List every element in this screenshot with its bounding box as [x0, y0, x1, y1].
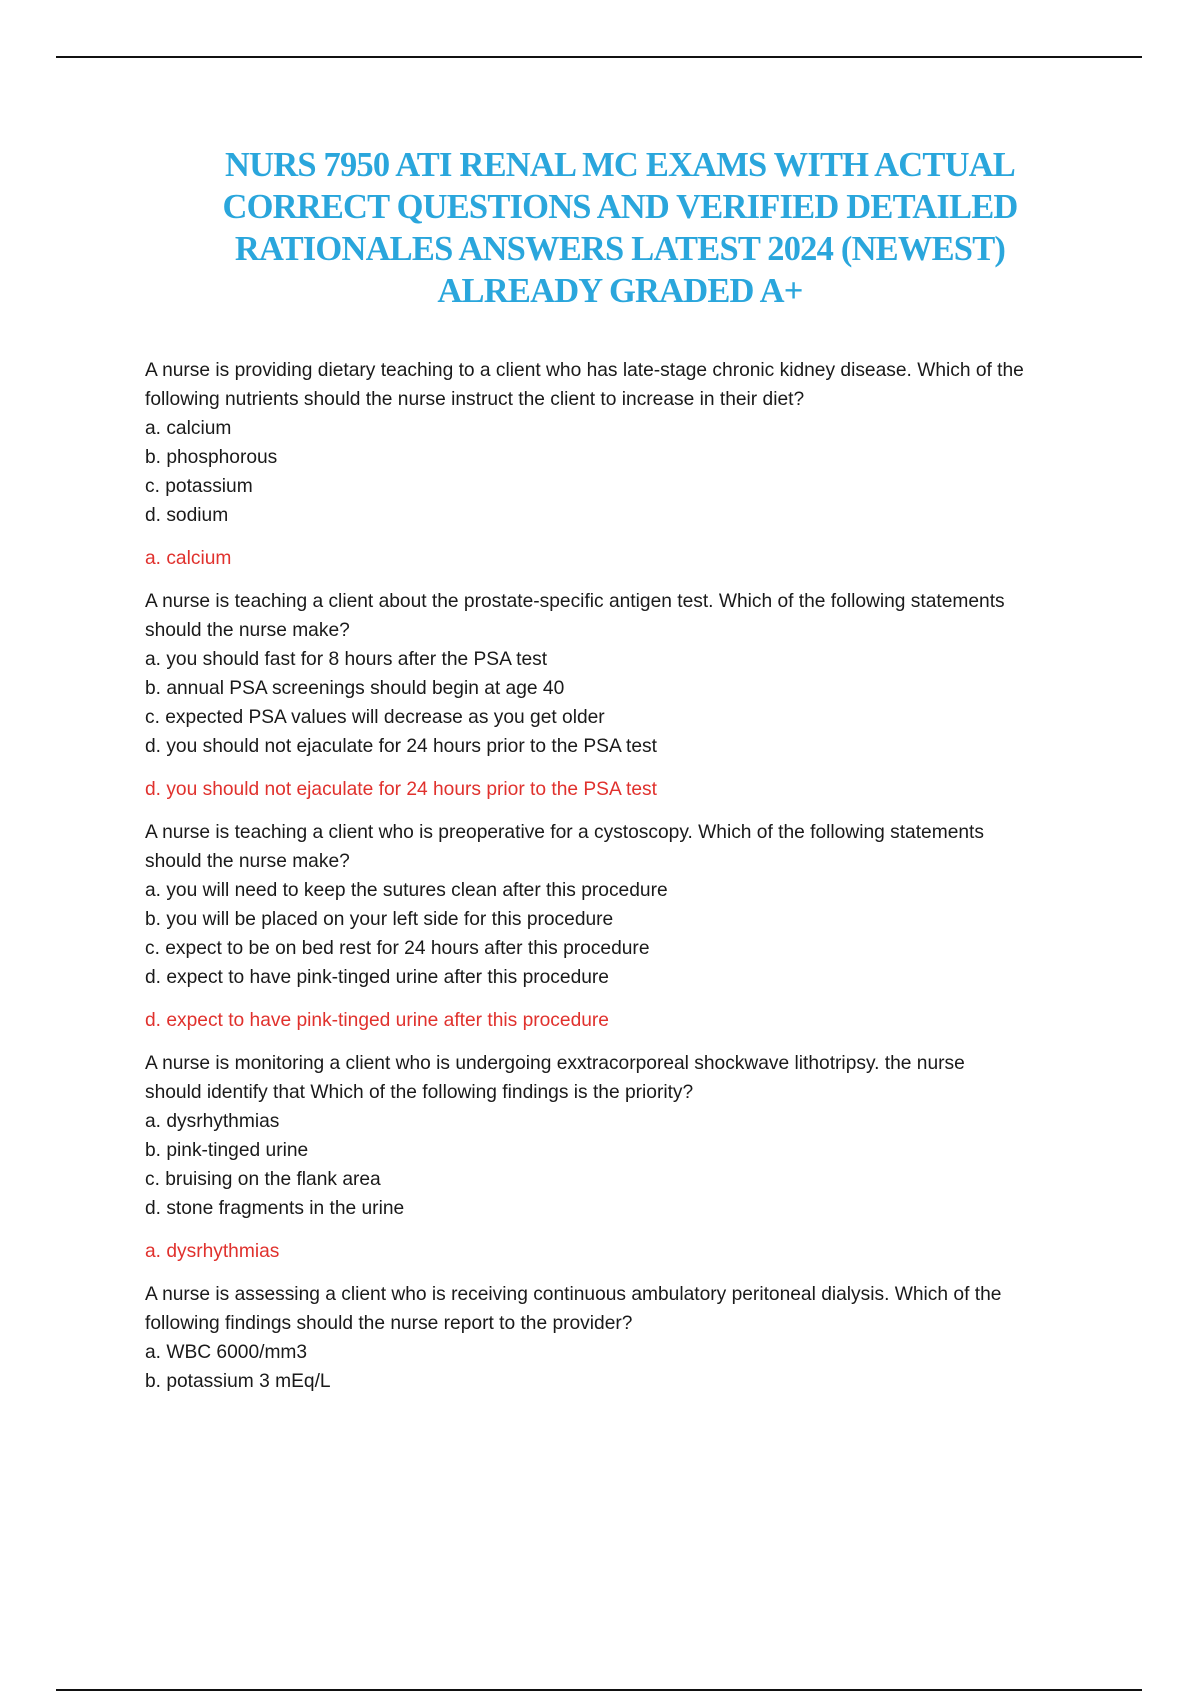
question-1: [145, 356, 1105, 573]
question-5: [145, 1280, 1105, 1396]
option-b: b. phosphorous: [145, 447, 278, 468]
top-rule: [56, 56, 1142, 58]
option-a: a. you should fast for 8 hours after the PSA test: [145, 649, 548, 670]
option-b: b. you will be placed on your left side for this procedure: [145, 909, 614, 930]
option-a: a. you will need to keep the sutures clean after this procedure: [145, 880, 668, 901]
stem-line: A nurse is providing dietary teaching to a client who has late-stage chronic kidney disease. Which of the: [145, 360, 1024, 381]
option-c: c. bruising on the flank area: [145, 1169, 381, 1190]
stem-line: A nurse is assessing a client who is receiving continuous ambulatory peritoneal dialysis. Which of the: [145, 1284, 1002, 1305]
document-title: [130, 144, 1110, 312]
option-b: b. pink-tinged urine: [145, 1140, 309, 1161]
stem-line: A nurse is teaching a client who is preoperative for a cystoscopy. Which of the following statements: [145, 822, 984, 843]
title-line: RATIONALES ANSWERS LATEST 2024 (NEWEST): [234, 230, 1006, 268]
stem-line: A nurse is monitoring a client who is undergoing exxtracorporeal shockwave lithotripsy. the nurse: [145, 1053, 965, 1074]
stem-line: following findings should the nurse report to the provider?: [145, 1313, 633, 1334]
options-list: [145, 1107, 1105, 1223]
option-a: a. calcium: [145, 418, 232, 439]
option-d: d. sodium: [145, 505, 229, 526]
correct-answer: a. calcium: [145, 548, 232, 569]
question-stem: [145, 587, 1105, 645]
correct-answer: d. you should not ejaculate for 24 hours prior to the PSA test: [145, 779, 657, 800]
question-4: [145, 1049, 1105, 1266]
question-stem: [145, 818, 1105, 876]
option-b: b. annual PSA screenings should begin at age 40: [145, 678, 565, 699]
stem-line: should the nurse make?: [145, 851, 350, 872]
question-stem: [145, 1049, 1105, 1107]
bottom-rule: [56, 1689, 1142, 1691]
options-list: [145, 645, 1105, 761]
option-d: d. stone fragments in the urine: [145, 1198, 405, 1219]
options-list: [145, 1338, 1105, 1396]
option-d: d. expect to have pink-tinged urine after this procedure: [145, 967, 609, 988]
option-d: d. you should not ejaculate for 24 hours prior to the PSA test: [145, 736, 657, 757]
questions-list: [145, 356, 1105, 1396]
stem-line: should identify that Which of the following findings is the priority?: [145, 1082, 694, 1103]
stem-line: following nutrients should the nurse instruct the client to increase in their diet?: [145, 389, 805, 410]
options-list: [145, 414, 1105, 530]
option-b: b. potassium 3 mEq/L: [145, 1371, 331, 1392]
stem-line: should the nurse make?: [145, 620, 350, 641]
title-line: CORRECT QUESTIONS AND VERIFIED DETAILED: [222, 188, 1018, 226]
option-c: c. expect to be on bed rest for 24 hours after this procedure: [145, 938, 650, 959]
title-line: ALREADY GRADED A+: [437, 272, 803, 310]
title-line: NURS 7950 ATI RENAL MC EXAMS WITH ACTUAL: [224, 146, 1016, 184]
question-stem: [145, 356, 1105, 414]
option-a: a. dysrhythmias: [145, 1111, 280, 1132]
option-c: c. expected PSA values will decrease as you get older: [145, 707, 605, 728]
question-2: [145, 587, 1105, 804]
option-c: c. potassium: [145, 476, 253, 497]
correct-answer: a. dysrhythmias: [145, 1241, 280, 1262]
options-list: [145, 876, 1105, 992]
question-stem: [145, 1280, 1105, 1338]
question-3: [145, 818, 1105, 1035]
option-a: a. WBC 6000/mm3: [145, 1342, 308, 1363]
stem-line: A nurse is teaching a client about the prostate-specific antigen test. Which of the following statements: [145, 591, 1005, 612]
correct-answer: d. expect to have pink-tinged urine after this procedure: [145, 1010, 609, 1031]
